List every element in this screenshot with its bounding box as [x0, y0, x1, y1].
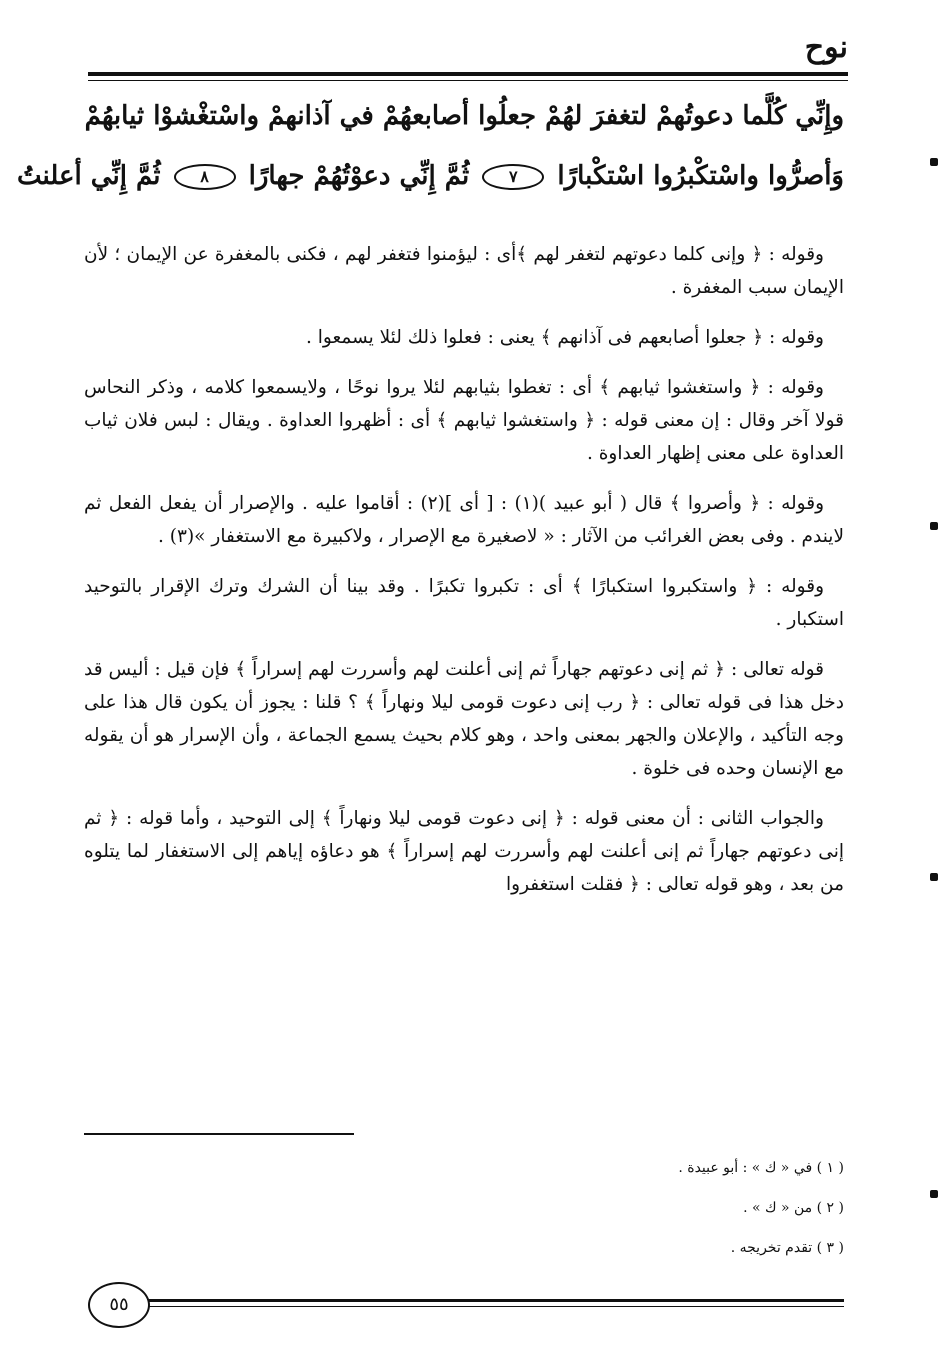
footnote: ( ١ ) في « ك » : أبو عبيدة .	[678, 1160, 844, 1176]
verse-segment: وَأصرُّوا واسْتكْبرُوا اسْتكْبارًا	[557, 161, 844, 191]
commentary-paragraph: وقوله : ﴿ وإنى كلما دعوتهم لتغفر لهم ﴾أى : ليؤمنوا فتغفر لهم ، فكنى بالمغفرة عن الإيمان ؛ لأن الإيمان سبب المغفرة .	[84, 244, 844, 298]
ayah-number-marker: ٧	[482, 164, 544, 190]
scan-edge-mark	[930, 158, 938, 166]
surah-title: نوح	[804, 30, 848, 65]
commentary-paragraph: والجواب الثانى : أن معنى قوله : ﴿ إنى دعوت قومى ليلا ونهاراً ﴾ إلى التوحيد ، وأما قوله : ﴿ ثم إنى دعوتهم جهاراً ثم إنى أعلنت لهم وأسررت لهم إسراراً ﴾ هو دعاؤه إياهم إلى الاستغفار لما يتلوه من بعد ، وهو قوله تعالى : ﴿ فقلت استغفروا	[84, 808, 844, 895]
footer-rule	[148, 1299, 844, 1302]
page-header	[80, 28, 848, 68]
header-rule	[88, 72, 848, 76]
ayah-number-marker: ٨	[174, 164, 236, 190]
footnote-separator	[84, 1133, 354, 1135]
scan-edge-mark	[930, 873, 938, 881]
footer-rule-thin	[148, 1306, 844, 1307]
header-rule-thin	[88, 80, 848, 81]
footnotes	[84, 1148, 844, 1268]
scan-edge-mark	[930, 1190, 938, 1198]
page-number: ٥٥	[88, 1282, 150, 1328]
tafsir-commentary	[84, 238, 844, 918]
verse-line-1: وإِنِّي كُلَّما دعوتُهمْ لتغفرَ لهُمْ جعلُوا أصابعهُمْ في آذانهمْ واسْتغْشوْا ثيابهُمْ	[84, 101, 844, 131]
commentary-paragraph: وقوله : ﴿ وأصروا ﴾ قال ( أبو عبيد )(١) : [ أى ](٢) : أقاموا عليه . والإصرار أن يفعل الفعل ثم لايندم . وفى بعض الغرائب من الآثار : « لاصغيرة مع الإصرار ، ولاكبيرة مع الاستغفار »(٣) .	[84, 493, 844, 547]
quran-verse	[17, 86, 844, 206]
footnote: ( ٣ ) تقدم تخريجه .	[730, 1240, 844, 1256]
footnote: ( ٢ ) من « ك » .	[743, 1200, 844, 1216]
page-footer	[84, 1282, 844, 1332]
verse-line-2	[17, 146, 844, 206]
commentary-paragraph: قوله تعالى : ﴿ ثم إنى دعوتهم جهاراً ثم إنى أعلنت لهم وأسررت لهم إسراراً ﴾ فإن قيل : أليس قد دخل هذا فى قوله تعالى : ﴿ رب إنى دعوت قومى ليلا ونهاراً ﴾ ؟ قلنا : يجوز أن يكون قال هذا على وجه التأكيد ، والإعلان والجهر بمعنى واحد ، وهو كلام بحيث يسمع الجماعة ، وأن الإسرار هو أن يقوله مع الإنسان وحده فى خلوة .	[84, 659, 844, 779]
scan-edge-mark	[930, 522, 938, 530]
commentary-paragraph: وقوله : ﴿ واستغشوا ثيابهم ﴾ أى : تغطوا بثيابهم لئلا يروا نوحًا ، ولايسمعوا كلامه ، وذكر النحاس قولا آخر وقال : إن معنى قوله : ﴿ واستغشوا ثيابهم ﴾ أى : أظهروا العداوة . ويقال : لبس فلان ثياب العداوة على معنى إظهار العداوة .	[84, 377, 844, 464]
verse-segment: ثُمَّ إِنِّي دعوْتُهُمْ جهارًا	[248, 161, 470, 191]
verse-segment: ثُمَّ إِنِّي أعلنتُ	[17, 161, 161, 191]
commentary-paragraph: وقوله : ﴿ واستكبروا استكبارًا ﴾ أى : تكبروا تكبرًا . وقد بينا أن الشرك وترك الإقرار بالتوحيد استكبار .	[84, 576, 844, 630]
commentary-paragraph: وقوله : ﴿ جعلوا أصابعهم فى آذانهم ﴾ يعنى : فعلوا ذلك لئلا يسمعوا .	[306, 327, 824, 348]
